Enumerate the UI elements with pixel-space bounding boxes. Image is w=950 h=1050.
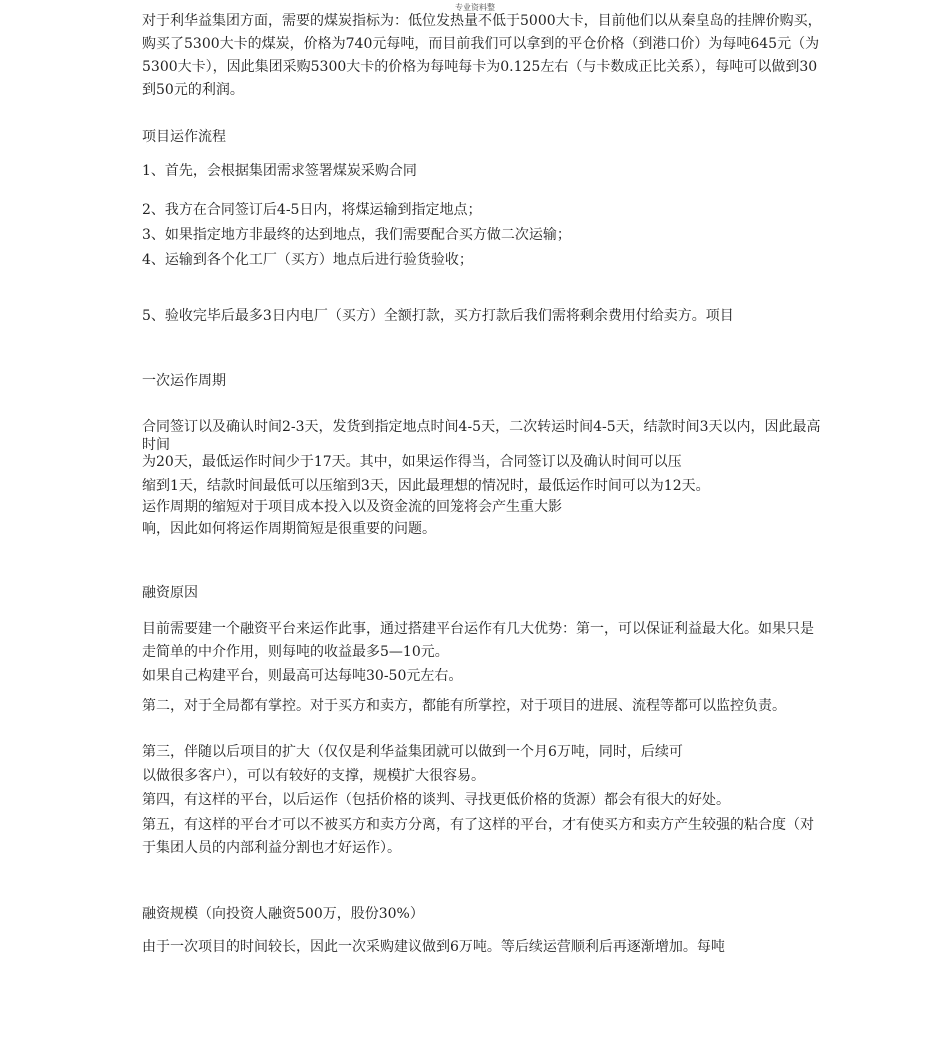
financing-reason-advantage-3b: 以做很多客户），可以有较好的支撑，规模扩大很容易。 <box>142 768 485 784</box>
financing-reason-advantage-4: 第四，有这样的平台，以后运作（包括价格的谈判、寻找更低价格的货源）都会有很大的好处。 <box>142 792 730 808</box>
section-heading-financing-reason: 融资原因 <box>142 585 198 601</box>
financing-reason-advantage-5: 第五，有这样的平台才可以不被买方和卖方分离，有了这样的平台，才有使买方和卖方产生较强的粘合度（对于集团人员的内部利益分割也才好运作）。 <box>142 817 814 856</box>
cycle-line-1: 合同签订以及确认时间2-3天，发货到指定地点时间4-5天，二次转运时间4-5天，结款时间3天以内，因此最高时间 <box>142 419 821 453</box>
financing-reason-advantage-2: 第二，对于全局都有掌控。对于买方和卖方，都能有所掌控，对于项目的进展、流程等都可以监控负责。 <box>142 698 786 714</box>
financing-reason-advantage-1: 目前需要建一个融资平台来运作此事，通过搭建平台运作有几大优势：第一，可以保证利益最大化。如果只是走简单的中介作用，则每吨的收益最多5—10元。 <box>142 621 814 660</box>
process-step-4: 4、运输到各个化工厂（买方）地点后进行验货验收； <box>142 252 473 268</box>
intro-paragraph: 对于利华益集团方面，需要的煤炭指标为：低位发热量不低于5000大卡，目前他们以从秦皇岛的挂牌价购买，购买了5300大卡的煤炭，价格为740元每吨，而目前我们可以拿到的平仓价格（到港口价）为每吨645元（为5300大卡），因此集团采购5300大卡的价格为每吨每卡为0.125左右（与卡数成正比关系），每吨可以做到30到50元的利润。 <box>142 13 822 98</box>
page-header: 专业资料整 <box>455 3 495 12</box>
cycle-line-3: 缩到1天，结款时间最低可以压缩到3天，因此最理想的情况时，最低运作时间可以为12天。 <box>142 478 710 494</box>
section-heading-cycle: 一次运作周期 <box>142 373 226 389</box>
financing-reason-advantage-3a: 第三，伴随以后项目的扩大（仅仅是利华益集团就可以做到一个月6万吨，同时，后续可 <box>142 744 683 760</box>
cycle-line-4: 运作周期的缩短对于项目成本投入以及资金流的回笼将会产生重大影 <box>142 499 562 515</box>
financing-scale-paragraph: 由于一次项目的时间较长，因此一次采购建议做到6万吨。等后续运营顺利后再逐渐增加。每吨 <box>142 939 725 955</box>
financing-reason-platform: 如果自己构建平台，则最高可达每吨30-50元左右。 <box>142 668 463 684</box>
process-step-1: 1、首先，会根据集团需求签署煤炭采购合同 <box>142 163 417 179</box>
process-step-2: 2、我方在合同签订后4-5日内，将煤运输到指定地点； <box>142 202 482 218</box>
process-step-3: 3、如果指定地方非最终的达到地点，我们需要配合买方做二次运输； <box>142 227 571 243</box>
section-heading-financing-scale: 融资规模（向投资人融资500万，股份30%） <box>142 906 424 922</box>
cycle-line-5: 响，因此如何将运作周期简短是很重要的问题。 <box>142 521 436 537</box>
process-step-5: 5、验收完毕后最多3日内电厂（买方）全额打款，买方打款后我们需将剩余费用付给卖方。项目 <box>142 308 734 324</box>
cycle-line-2: 为20天，最低运作时间少于17天。其中，如果运作得当，合同签订以及确认时间可以压 <box>142 454 682 470</box>
section-heading-process: 项目运作流程 <box>142 129 226 145</box>
